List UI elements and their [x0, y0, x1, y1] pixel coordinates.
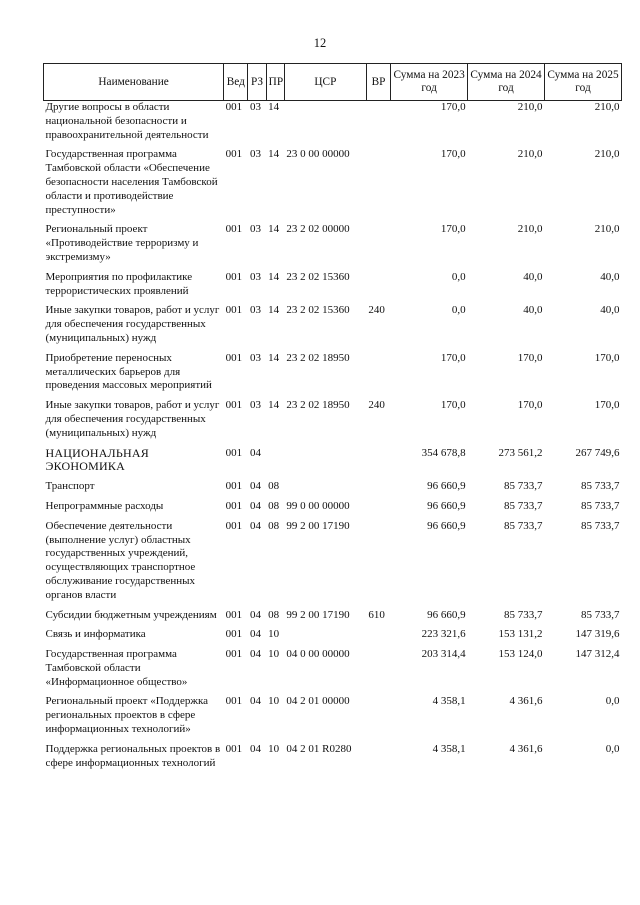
- row-pr: 14: [268, 223, 280, 236]
- row-sum-2023: 4 358,1: [432, 742, 466, 755]
- row-sum-2024: 210,0: [517, 101, 543, 113]
- row-sum-2024: 85 733,7: [504, 519, 543, 532]
- row-sum-2024: 273 561,2: [498, 446, 543, 459]
- row-ved: 001: [225, 648, 243, 661]
- table-row: [44, 609, 622, 629]
- row-vr: 240: [368, 304, 385, 317]
- table-row: [44, 352, 622, 399]
- row-rz: 04: [249, 480, 261, 493]
- row-sum-2023: 203 314,4: [421, 648, 466, 661]
- row-csr: 23 2 02 15360: [286, 270, 350, 283]
- row-csr: [284, 447, 366, 481]
- row-ved: 001: [225, 223, 243, 236]
- row-csr: 23 0 00 00000: [286, 148, 350, 161]
- table-row: [44, 648, 622, 695]
- row-vr: [366, 743, 390, 777]
- row-pr: 14: [268, 101, 280, 113]
- row-rz: 04: [249, 742, 261, 755]
- row-sum-2024: 170,0: [517, 351, 543, 364]
- row-ved: 001: [225, 148, 243, 161]
- row-pr: 08: [268, 519, 280, 532]
- table-row: [44, 223, 622, 270]
- row-name: Мероприятия по профилактике террористических проявлений: [45, 270, 193, 297]
- row-pr: [266, 447, 284, 481]
- row-sum-2023: 0,0: [451, 304, 466, 317]
- row-name: Государственная программа Тамбовской области «Информационное общество»: [45, 648, 188, 688]
- row-vr: [366, 352, 390, 399]
- row-sum-2024: 210,0: [517, 223, 543, 236]
- row-sum-2023: 354 678,8: [421, 446, 466, 459]
- table-row: [44, 480, 622, 500]
- row-sum-2024: 153 124,0: [498, 648, 543, 661]
- row-sum-2024: 85 733,7: [504, 499, 543, 512]
- row-csr: 23 2 02 00000: [286, 223, 350, 236]
- row-rz: 03: [249, 399, 261, 412]
- col-header-sum-2024: Сумма на 2024 год: [468, 64, 545, 101]
- row-name: Приобретение переносных металлических барьеров для проведения массовых мероприятий: [45, 351, 212, 392]
- row-sum-2023: 96 660,9: [427, 608, 466, 621]
- col-header-pr: ПР: [266, 64, 284, 101]
- row-rz: 04: [249, 608, 261, 621]
- row-sum-2023: 170,0: [440, 148, 466, 161]
- row-ved: 001: [225, 480, 243, 493]
- table-row: [44, 304, 622, 351]
- row-vr: [366, 148, 390, 223]
- row-csr: 04 2 01 00000: [286, 695, 350, 708]
- row-sum-2023: 96 660,9: [427, 519, 466, 532]
- row-rz: 03: [249, 270, 261, 283]
- row-pr: 08: [268, 608, 280, 621]
- row-vr: 610: [368, 608, 385, 621]
- row-sum-2023: 0,0: [451, 270, 466, 283]
- row-csr: 23 2 02 18950: [286, 351, 350, 364]
- row-name: Иные закупки товаров, работ и услуг для обеспечения государственных (муниципальных) нужд: [45, 304, 220, 344]
- col-header-name: Наименование: [44, 64, 224, 101]
- row-pr: 14: [268, 351, 280, 364]
- row-csr: [284, 628, 366, 648]
- row-pr: 10: [268, 628, 280, 641]
- row-sum-2023: 96 660,9: [427, 480, 466, 493]
- row-sum-2025: 210,0: [594, 223, 620, 236]
- row-ved: 001: [225, 446, 243, 459]
- table-row: [44, 500, 622, 520]
- row-sum-2024: 210,0: [517, 148, 543, 161]
- row-vr: [366, 101, 390, 149]
- row-vr: [366, 223, 390, 270]
- table-row: [44, 695, 622, 742]
- row-pr: 14: [268, 148, 280, 161]
- row-name: НАЦИОНАЛЬНАЯ ЭКОНОМИКА: [45, 445, 149, 474]
- row-rz: 04: [249, 628, 261, 641]
- row-vr: 240: [368, 399, 385, 412]
- row-name: Другие вопросы в области национальной безопасности и правоохранительной деятельности: [45, 101, 209, 141]
- row-ved: 001: [225, 519, 243, 532]
- row-rz: 03: [249, 101, 261, 113]
- row-sum-2025: 0,0: [605, 695, 620, 708]
- row-pr: 10: [268, 742, 280, 755]
- row-rz: 03: [249, 148, 261, 161]
- budget-table: [43, 63, 622, 776]
- row-vr: [366, 628, 390, 648]
- row-csr: 99 0 00 00000: [286, 499, 350, 512]
- row-rz: 04: [249, 446, 261, 459]
- row-csr: 23 2 02 18950: [286, 399, 350, 412]
- row-sum-2025: 85 733,7: [581, 608, 620, 621]
- row-sum-2024: 40,0: [523, 304, 543, 317]
- row-pr: 14: [268, 270, 280, 283]
- row-ved: 001: [225, 742, 243, 755]
- row-sum-2025: 85 733,7: [581, 480, 620, 493]
- row-name: Непрограммные расходы: [45, 499, 164, 512]
- row-name: Региональный проект «Противодействие терроризму и экстремизму»: [45, 223, 199, 263]
- row-vr: [366, 520, 390, 609]
- row-sum-2023: 170,0: [440, 101, 466, 113]
- row-ved: 001: [225, 351, 243, 364]
- table-row: [44, 399, 622, 446]
- row-sum-2025: 170,0: [594, 351, 620, 364]
- row-rz: 04: [249, 695, 261, 708]
- row-name: Региональный проект «Поддержка региональных проектов в сфере информационных технологий»: [45, 695, 209, 736]
- row-sum-2025: 85 733,7: [581, 519, 620, 532]
- row-sum-2023: 96 660,9: [427, 499, 466, 512]
- row-csr: 04 0 00 00000: [286, 648, 350, 661]
- row-rz: 03: [249, 304, 261, 317]
- table-row: [44, 148, 622, 223]
- row-ved: 001: [225, 399, 243, 412]
- row-sum-2025: 147 319,6: [575, 628, 620, 641]
- row-vr: [366, 695, 390, 742]
- row-vr: [366, 271, 390, 305]
- row-csr: [284, 101, 366, 149]
- row-sum-2024: 4 361,6: [509, 742, 543, 755]
- row-sum-2025: 210,0: [594, 148, 620, 161]
- row-sum-2025: 147 312,4: [575, 648, 620, 661]
- row-pr: 10: [268, 648, 280, 661]
- row-csr: 04 2 01 R0280: [286, 742, 352, 755]
- row-name: Государственная программа Тамбовской области «Обеспечение безопасности населения Тамбовской области и противодействие преступности»: [45, 148, 218, 216]
- row-ved: 001: [225, 499, 243, 512]
- row-sum-2024: 170,0: [517, 399, 543, 412]
- row-csr: 99 2 00 17190: [286, 608, 350, 621]
- row-pr: 08: [268, 499, 280, 512]
- row-vr: [366, 447, 390, 481]
- row-pr: 08: [268, 480, 280, 493]
- row-csr: [284, 480, 366, 500]
- row-sum-2025: 85 733,7: [581, 499, 620, 512]
- row-rz: 04: [249, 499, 261, 512]
- row-rz: 04: [249, 648, 261, 661]
- table-header: [44, 64, 622, 101]
- col-header-sum-2023: Сумма на 2023 год: [391, 64, 468, 101]
- table-row: [44, 101, 622, 149]
- row-rz: 04: [249, 519, 261, 532]
- row-sum-2024: 85 733,7: [504, 608, 543, 621]
- row-sum-2023: 170,0: [440, 351, 466, 364]
- row-vr: [366, 500, 390, 520]
- row-name: Обеспечение деятельности (выполнение услуг) областных государственных учреждений, осуществляющих транспортное обслуживание государственных органов власти: [45, 519, 196, 601]
- row-ved: 001: [225, 101, 243, 113]
- col-header-vr: ВР: [366, 64, 390, 101]
- row-ved: 001: [225, 608, 243, 621]
- row-sum-2024: 85 733,7: [504, 480, 543, 493]
- row-vr: [366, 648, 390, 695]
- table-body: [44, 101, 622, 777]
- row-name: Транспорт: [45, 480, 95, 493]
- row-rz: 03: [249, 223, 261, 236]
- row-sum-2023: 223 321,6: [421, 628, 466, 641]
- row-sum-2025: 40,0: [600, 270, 620, 283]
- row-pr: 14: [268, 399, 280, 412]
- col-header-ved: Вед: [224, 64, 248, 101]
- row-sum-2023: 170,0: [440, 399, 466, 412]
- table-row: [44, 628, 622, 648]
- row-ved: 001: [225, 628, 243, 641]
- row-sum-2024: 153 131,2: [498, 628, 543, 641]
- row-sum-2025: 0,0: [605, 742, 620, 755]
- row-pr: 10: [268, 695, 280, 708]
- row-sum-2024: 4 361,6: [509, 695, 543, 708]
- row-sum-2024: 40,0: [523, 270, 543, 283]
- row-sum-2025: 267 749,6: [575, 446, 620, 459]
- row-name: Субсидии бюджетным учреждениям: [45, 608, 217, 621]
- row-sum-2025: 40,0: [600, 304, 620, 317]
- row-name: Связь и информатика: [45, 628, 146, 641]
- row-pr: 14: [268, 304, 280, 317]
- row-sum-2025: 210,0: [594, 101, 620, 113]
- row-vr: [366, 480, 390, 500]
- row-rz: 03: [249, 351, 261, 364]
- table-row: [44, 271, 622, 305]
- row-sum-2025: 170,0: [594, 399, 620, 412]
- row-sum-2023: 4 358,1: [432, 695, 466, 708]
- row-ved: 001: [225, 695, 243, 708]
- page-number: 12: [313, 36, 327, 50]
- col-header-sum-2025: Сумма на 2025 год: [545, 64, 622, 101]
- table-row: [44, 520, 622, 609]
- row-sum-2023: 170,0: [440, 223, 466, 236]
- table-row: [44, 447, 622, 481]
- row-ved: 001: [225, 304, 243, 317]
- row-ved: 001: [225, 270, 243, 283]
- col-header-rz: РЗ: [248, 64, 266, 101]
- col-header-csr: ЦСР: [284, 64, 366, 101]
- row-csr: 99 2 00 17190: [286, 519, 350, 532]
- table-row: [44, 743, 622, 777]
- row-name: Иные закупки товаров, работ и услуг для обеспечения государственных (муниципальных) нужд: [45, 399, 220, 439]
- row-csr: 23 2 02 15360: [286, 304, 350, 317]
- row-name: Поддержка региональных проектов в сфере информационных технологий: [45, 742, 221, 769]
